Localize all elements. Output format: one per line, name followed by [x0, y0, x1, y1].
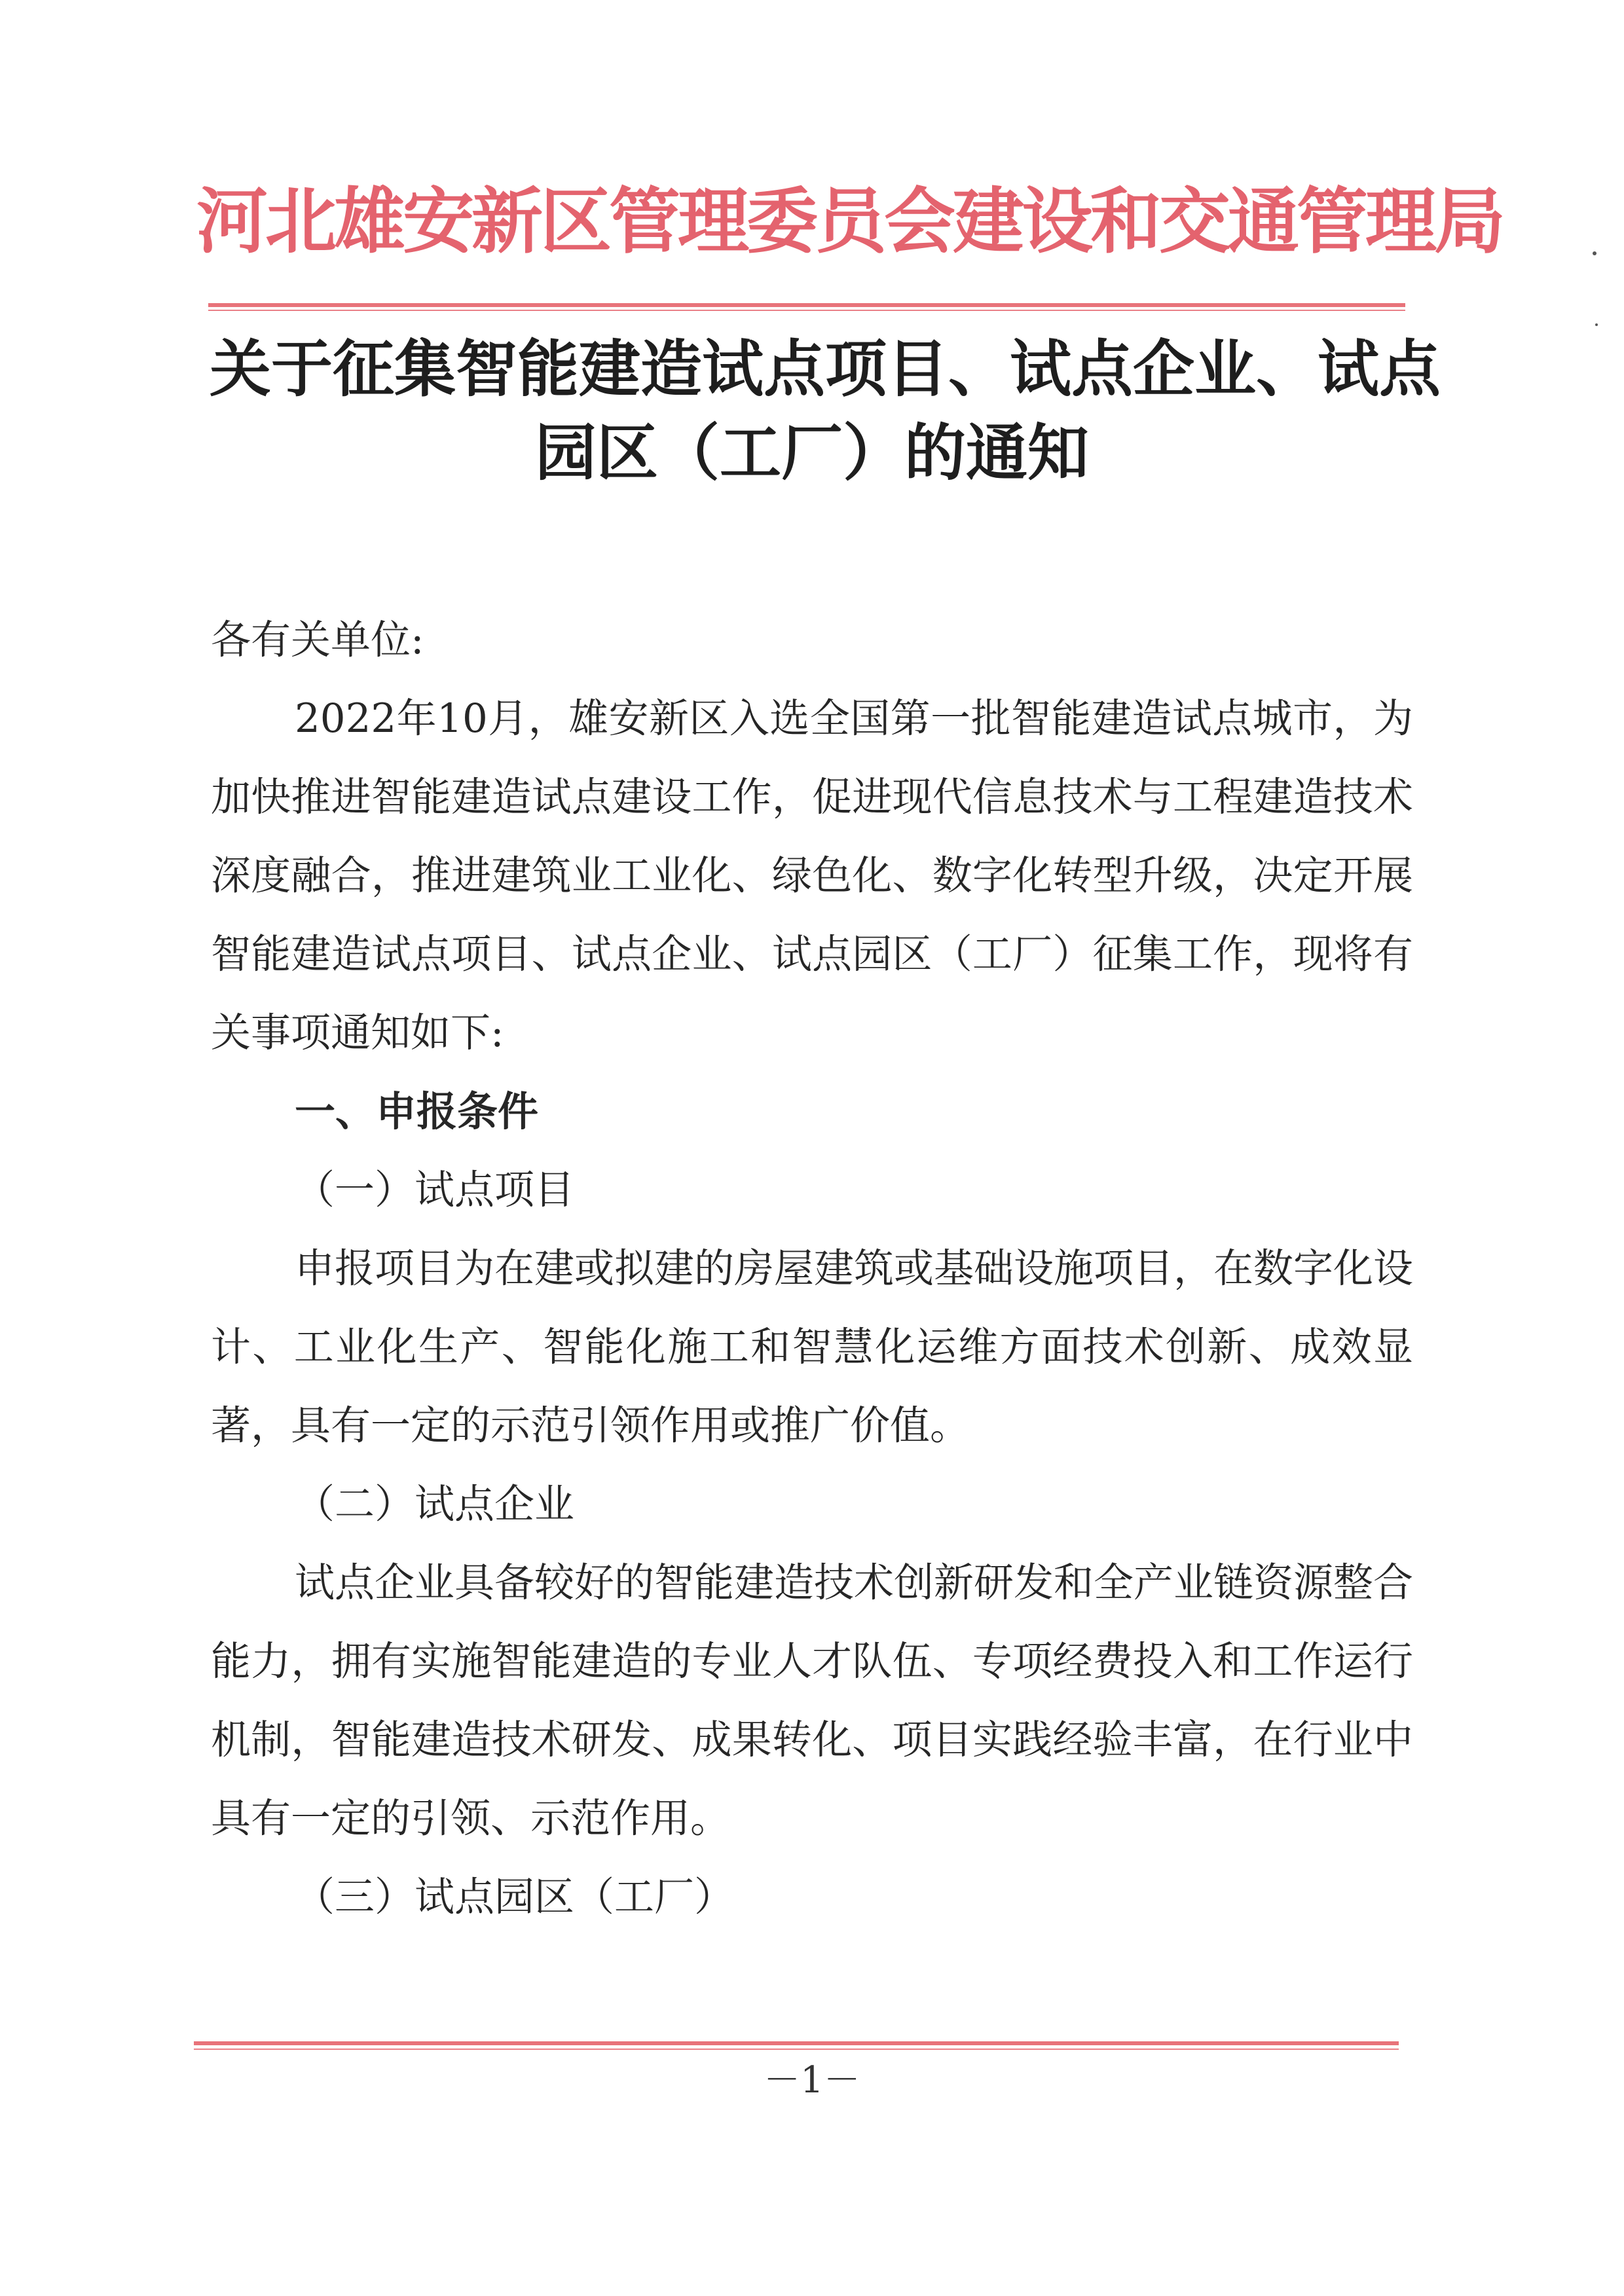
subsection-heading-pilot-projects: （一）试点项目 [295, 1167, 575, 1213]
intro-paragraph: 2022年10月，雄安新区入选全国第一批智能建造试点城市，为加快推进智能建造试点建设工作，促进现代信息技术与工程建造技术深度融合，推进建筑业工业化、绿色化、数字化转型升级，决定开展智能建造试点项目、试点企业、试点园区（工厂）征集工作，现将有关事项通知如下: [211, 695, 1413, 1056]
footer-red-rule-thin [194, 2049, 1399, 2050]
pilot-enterprises-paragraph: 试点企业具备较好的智能建造技术创新研发和全产业链资源整合能力，拥有实施智能建造的专业人才队伍、专项经费投入和工作运行机制，智能建造技术研发、成果转化、项目实践经验丰富，在行业中具有一定的引领、示范作用。 [211, 1559, 1414, 1842]
header-red-rule-thick [208, 303, 1405, 307]
issuing-organization-header: 河北雄安新区管理委员会建设和交通管理局 [196, 179, 1503, 263]
footer-red-rule-thick [194, 2041, 1399, 2045]
section-heading-application-conditions: 一、申报条件 [295, 1087, 539, 1135]
header-red-rule-thin [208, 310, 1405, 311]
header-red-rule [208, 303, 1405, 312]
scan-speck [1595, 323, 1598, 326]
page-number: －1－ [764, 2059, 860, 2102]
subsection-heading-pilot-enterprises: （二）试点企业 [295, 1481, 575, 1527]
salutation: 各有关单位: [211, 617, 424, 663]
document-title-line-1: 关于征集智能建造试点项目、试点企业、试点 [210, 333, 1441, 405]
subsection-heading-pilot-parks: （三）试点园区（工厂） [295, 1874, 735, 1920]
document-body [211, 601, 1413, 1937]
document-title-line-2: 园区（工厂）的通知 [534, 417, 1089, 489]
pilot-projects-paragraph: 申报项目为在建或拟建的房屋建筑或基础设施项目，在数字化设计、工业化生产、智能化施工和智慧化运维方面技术创新、成效显著，具有一定的示范引领作用或推广价值。 [211, 1245, 1414, 1449]
footer-red-rule [194, 2041, 1399, 2052]
scan-speck [1593, 251, 1596, 255]
document-title [210, 327, 1441, 495]
